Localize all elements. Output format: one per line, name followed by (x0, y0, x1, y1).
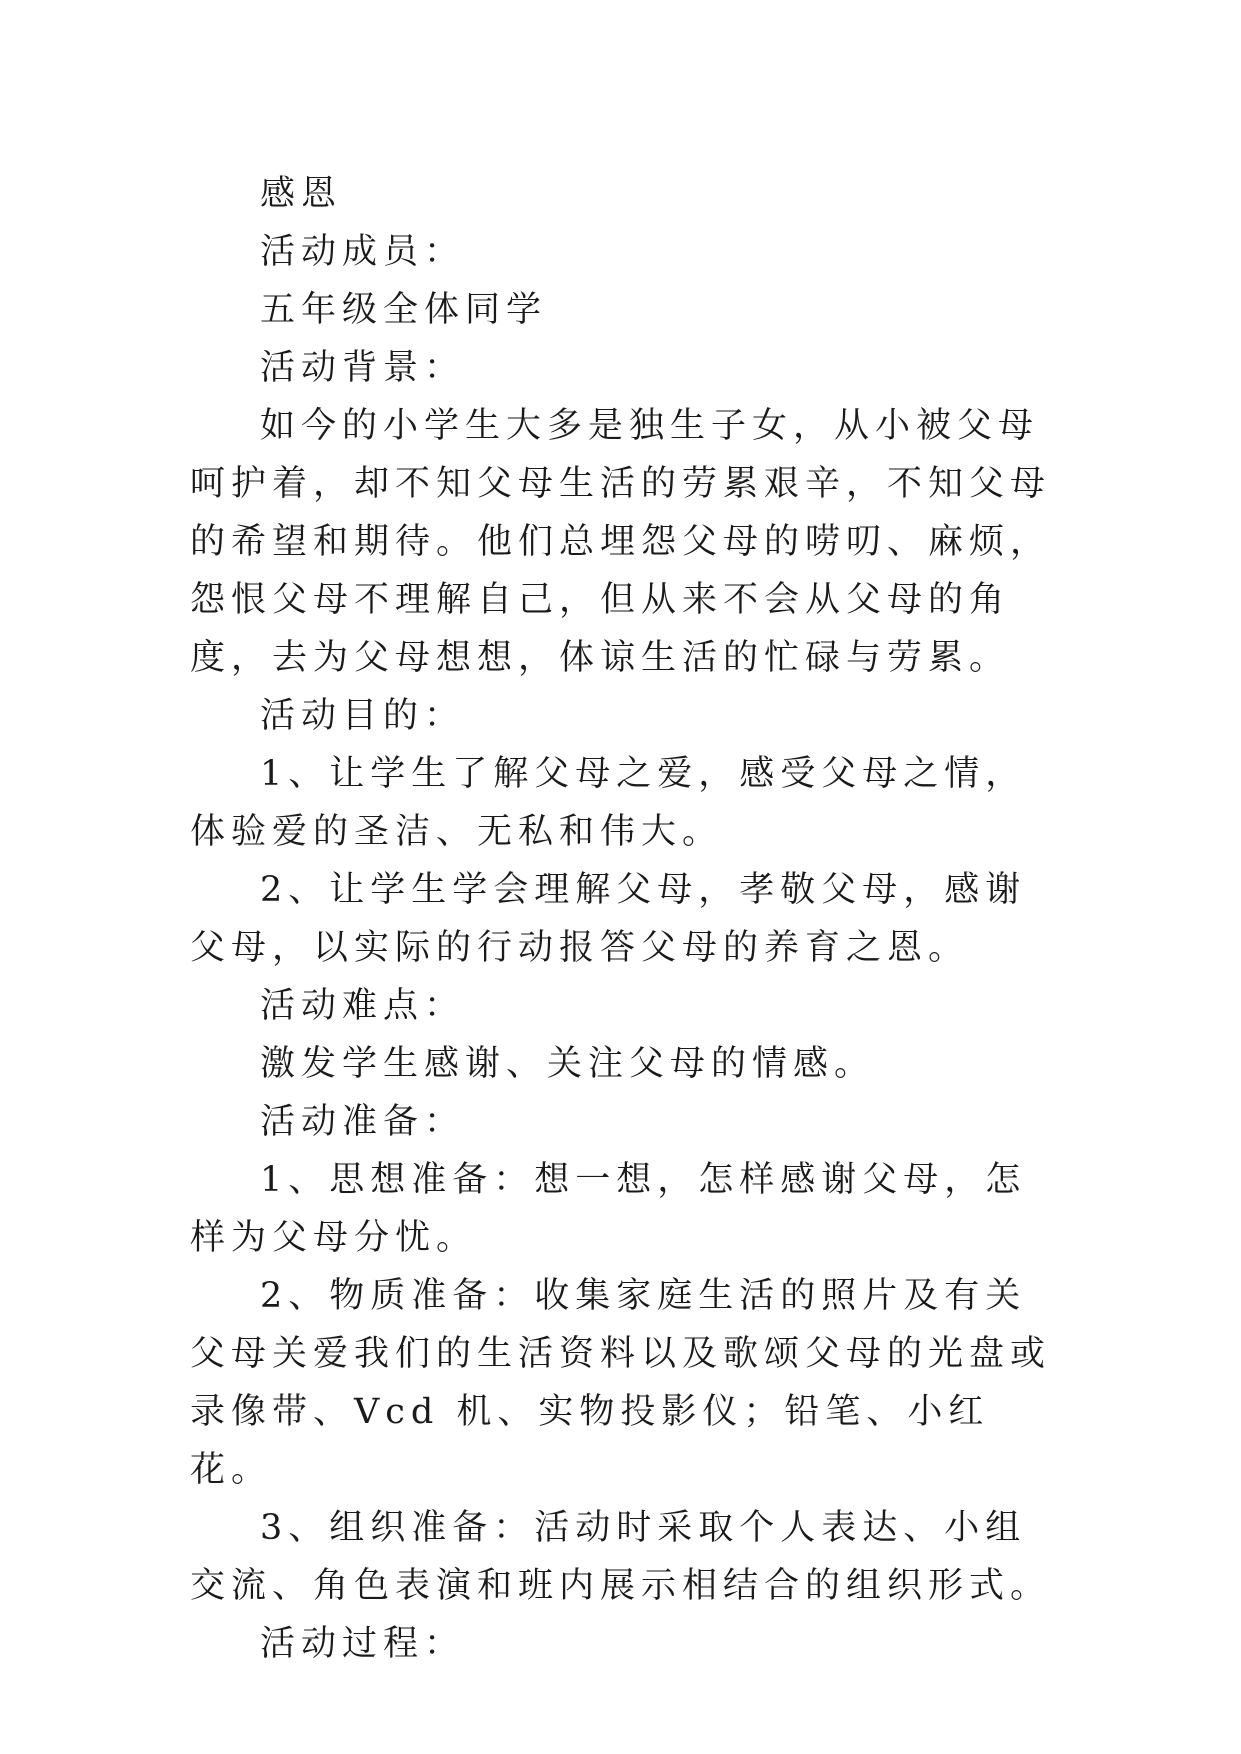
paragraph-members: 五年级全体同学 (260, 290, 548, 330)
section-heading-goals: 活动目的： (260, 696, 466, 736)
section-heading-members: 活动成员： (260, 232, 466, 272)
section-heading-process: 活动过程： (260, 1624, 466, 1664)
document-page (190, 165, 1053, 1673)
section-heading-background: 活动背景： (260, 348, 466, 388)
section-heading-preparation: 活动准备： (260, 1102, 466, 1142)
paragraph-difficulty: 激发学生感谢、关注父母的情感。 (260, 1044, 876, 1084)
paragraph-goal-1: 1、让学生了解父母之爱，感受父母之情，体验爱的圣洁、无私和伟大。 (190, 754, 1027, 852)
paragraph-prep-2: 2、物质准备：收集家庭生活的照片及有关父母关爱我们的生活资料以及歌颂父母的光盘或录像带、Vcd 机、实物投影仪；铅笔、小红花。 (190, 1276, 1052, 1490)
paragraph-prep-3: 3、组织准备：活动时采取个人表达、小组交流、角色表演和班内展示相结合的组织形式。 (190, 1508, 1052, 1606)
document-title: 感恩 (260, 174, 343, 214)
paragraph-background: 如今的小学生大多是独生子女，从小被父母呵护着，却不知父母生活的劳累艰辛，不知父母的希望和期待。他们总埋怨父母的唠叨、麻烦，怨恨父母不理解自己，但从来不会从父母的角度，去为父母想想，体谅生活的忙碌与劳累。 (190, 406, 1052, 678)
paragraph-prep-1: 1、思想准备：想一想，怎样感谢父母，怎样为父母分忧。 (190, 1160, 1027, 1258)
paragraph-goal-2: 2、让学生学会理解父母，孝敬父母，感谢父母，以实际的行动报答父母的养育之恩。 (190, 870, 1027, 968)
section-heading-difficulty: 活动难点： (260, 986, 466, 1026)
